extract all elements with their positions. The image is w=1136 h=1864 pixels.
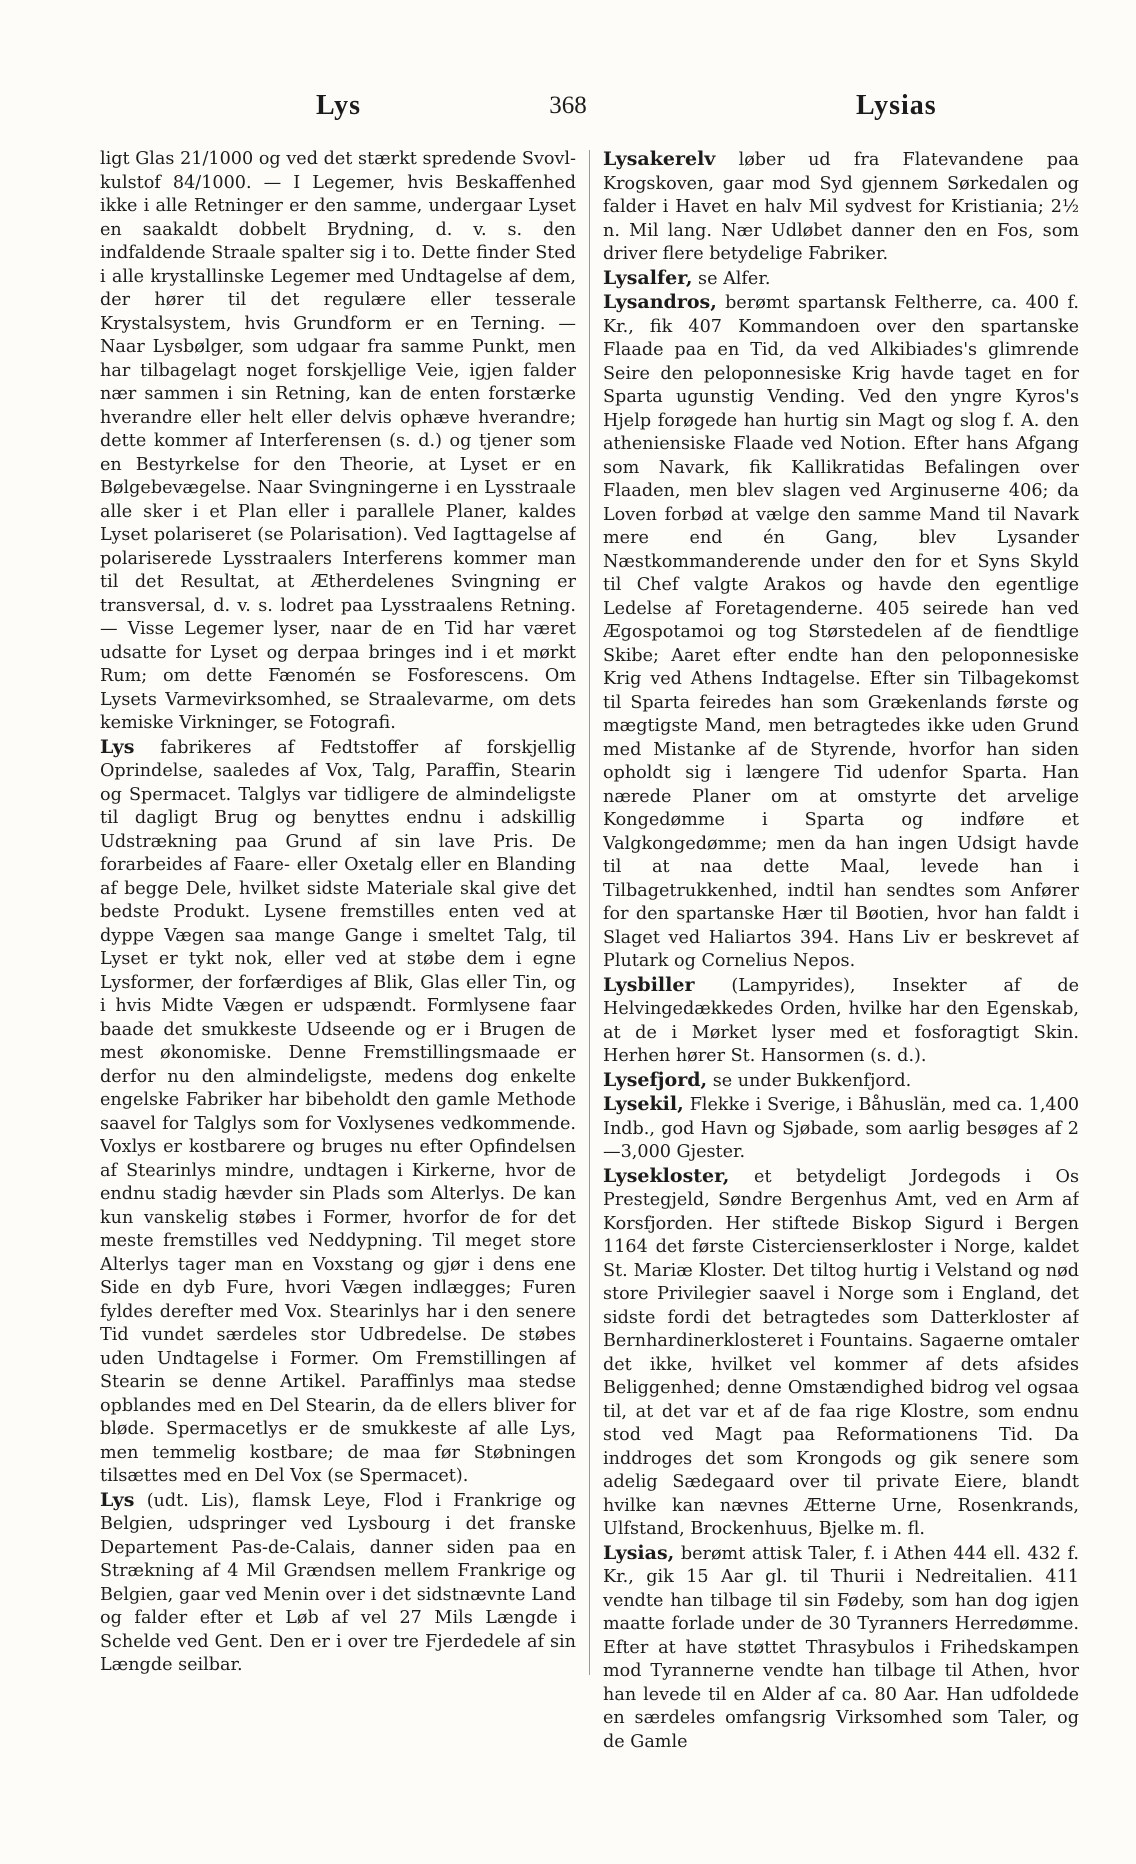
entry-headword: Lysbiller [603, 973, 695, 996]
page-number: 368 [549, 92, 587, 119]
entry [603, 148, 1079, 267]
entry [603, 1069, 1079, 1094]
entry-headword: Lysekloster, [603, 1164, 730, 1187]
entry-text: fabrikeres af Fedtstoffer af forskjellig Oprindelse, saaledes af Vox, Talg, Paraffin, Stearin og Spermacet. Talglys var tidligere de almindeligste til dagligt Brug og benyttes endnu i adskillig Udstrækning paa Grund af sin lave Pris. De forarbeides af Faare- eller Oxetalg eller en Blanding af begge Dele, hvilket sidste Materiale skal give det bedste Produkt. Lysene fremstilles enten ved at dyppe Vægen saa mange Gange i smeltet Talg, til Lyset er tykt nok, eller ved at støbe dem i egne Lysformer, der forfærdiges af Blik, Glas eller Tin, og i hvis Midte Vægen er udspændt. Formlysene faar baade det smukkeste Udseende og er i Brugen de mest økonomiske. Denne Fremstillingsmaade er derfor nu den almindeligste, medens dog enkelte engelske Fabriker har bibeholdt den gamle Methode saavel for Talglys som for Voxlysenes vedkommende. Voxlys er kostbarere og bruges nu efter Opfindelsen af Stearinlys mindre, undtagen i Kirkerne, hvor de endnu stadig hævder sin Plads som Alterlys. De kan kun vanskelig støbes i Former, hvorfor de for det meste fremstilles ved Neddypning. Til meget store Alterlys tager man en Voxstang og gjør i dens ene Side en dyb Fure, hvori Vægen indlægges; Furen fyldes derefter med Vox. Stearinlys har i den senere Tid vundet særdeles stor Udbredelse. De støbes uden Undtagelse i Former. Om Fremstillingen af Stearin se denne Artikel. Paraffinlys maa stedse opblandes med en Del Stearin, da de ellers bliver for bløde. Spermacetlys er de smukkeste af alle Lys, men temmelig kostbare; de maa før Støbningen tilsættes med en Del Vox (se Spermacet). [100, 737, 576, 1486]
entry [603, 1165, 1079, 1542]
entry-text: (Lampyrides), Insekter af de Helvingedækkedes Orden, hvilke har den Egenskab, at de i Mørket lyser med et fosforagtigt Skin. Herhen hører St. Hansormen (s. d.). [603, 975, 1079, 1066]
entry-headword: Lysakerelv [603, 148, 716, 170]
entry-headword: Lys [100, 735, 135, 758]
entry [603, 1093, 1079, 1165]
entry-text: se under Bukkenfjord. [712, 1070, 912, 1091]
entry-headword: Lysekil, [603, 1093, 684, 1115]
right-column [603, 148, 1079, 1838]
entry [100, 736, 576, 1489]
entry-text: løber ud fra Flatevandene paa Krogskoven, gaar mod Syd gjennem Sørkedalen og falder i Havet en halv Mil sydvest for Kristiania; 2½ n. Mil lang. Nær Udløbet danner den en Fos, som driver flere betydelige Fabriker. [603, 150, 1079, 264]
entry-text: berømt spartansk Feltherre, ca. 400 f. Kr., fik 407 Kommandoen over den spartanske Flaade paa en Tid, da ved Alkibiades's glimrende Seire den peloponnesiske Krig havde taget en for Sparta ugunstig Vending. Ved den yngre Kyros's Hjelp forøgede han hurtig sin Magt og slog f. A. den atheniensiske Flaade ved Notion. Efter hans Afgang som Navark, fik Kallikratidas Befalingen over Flaaden, men blev slagen ved Arginuserne 406; da Loven forbød at vælge den samme Mand til Navark mere end én Gang, blev Lysander Næstkommanderende under den for et Syns Skyld til Chef valgte Arakos og havde den egentlige Ledelse af Foretagenderne. 405 seirede han ved Ægospotamoi og tog Størstedelen af de fiendtlige Skibe; Aaret efter endte han den peloponnesiske Krig ved Athens Indtagelse. Efter sin Tilbagekomst til Sparta feiredes han som Grækenlands første og mægtigste Mand, men betragtedes ikke uden Grund med Mistanke af de Styrende, hvorfor han siden opholdt sig i længere Tid udenfor Sparta. Han nærede Planer om at omstyrte det arvelige Kongedømme i Sparta og indføre et Valgkongedømme; men da han ingen Udsigt havde til at naa dette Maal, levede han i Tilbagetrukkenhed, indtil han sendtes som Anfører for den spartanske Hær til Bøotien, hvor han faldt i Slaget ved Haliartos 394. Hans Liv er beskrevet af Plutark og Cornelius Nepos. [603, 293, 1079, 971]
entry-headword: Lysias, [603, 1541, 675, 1564]
entry-text: ligt Glas 21/1000 og ved det stærkt spredende Svovl-kulstof 84/1000. — I Legemer, hvis Beskaffenhed ikke i alle Retninger er den samme, undergaar Lyset en saakaldt dobbelt Brydning, d. v. s. den indfaldende Straale spalter sig i to. Dette finder Sted i alle krystallinske Legemer med Undtagelse af dem, der hører til det regulære eller tesserale Krystalsystem, hvis Grundform er en Terning. — Naar Lysbølger, som udgaar fra samme Punkt, men har tilbagelagt noget forskjellige Veie, igjen falder nær sammen i sin Retning, kan de enten forstærke hverandre eller helt eller delvis ophæve hverandre; dette kommer af Interferensen (s. d.) og tjener som en Bestyrkelse for den Theorie, at Lyset er en Bølgebevægelse. Naar Svingningerne i en Lysstraale alle sker i et Plan eller i parallele Planer, kaldes Lyset polariseret (se Polarisation). Ved Iagttagelse af polariserede Lysstraalers Interferens kommer man til det Resultat, at Ætherdelenes Svingning er transversal, d. v. s. lodret paa Lysstraalens Retning. — Visse Legemer lyser, naar de en Tid har været udsatte for Lyset og derpaa bringes ind i et mørkt Rum; om dette Fænomén se Fosforescens. Om Lysets Varmevirksomhed, se Straalevarme, om dets kemiske Virkninger, se Fotografi. [100, 149, 576, 733]
page-header [100, 90, 1036, 130]
entry-headword: Lys [100, 1488, 135, 1511]
entry [100, 148, 576, 736]
entry-text: se Alfer. [698, 268, 771, 289]
entry-headword: Lysandros, [603, 291, 717, 313]
entry-headword: Lysalfer, [603, 266, 693, 289]
entry-text: Flekke i Sverige, i Båhuslän, med ca. 1,400 Indb., god Havn og Sjøbade, som aarlig besøges af 2—3,000 Gjester. [603, 1095, 1079, 1162]
entry-text: berømt attisk Taler, f. i Athen 444 ell. 432 f. Kr., gik 15 Aar gl. til Thurii i Nedreitalien. 411 vendte han tilbage til sin Fødeby, som han dog igjen maatte forlade under de 30 Tyranners Herredømme. Efter at have støttet Thrasybulos i Frihedskampen mod Tyrannerne vendte han tilbage til Athen, hvor han levede til en Alder af ca. 80 Aar. Han udfoldede en særdeles omfangsrig Virksomhed som Taler, og de Gamle [603, 1543, 1079, 1752]
entry-text: (udt. Lis), flamsk Leye, Flod i Frankrige og Belgien, udspringer ved Lysbourg i det franske Departement Pas-de-Calais, danner siden paa en Strækning af 4 Mil Grændsen mellem Frankrige og Belgien, gaar ved Menin over i det sidstnævnte Land og falder efter et Løb af vel 27 Mils Længde i Schelde ved Gent. Den er i over tre Fjerdedele af sin Længde seilbar. [100, 1490, 576, 1675]
entry [100, 1489, 576, 1678]
entry [603, 291, 1079, 974]
entry-headword: Lysefjord, [603, 1068, 708, 1091]
running-head-right: Lysias [856, 90, 937, 121]
entry [603, 267, 1079, 292]
entry [603, 1542, 1079, 1755]
running-head-left: Lys [316, 90, 362, 121]
entry-text: et betydeligt Jordegods i Os Prestegjeld, Søndre Bergenhus Amt, ved en Arm af Korsfjorden. Her stiftede Biskop Sigurd i Bergen 1164 det første Cistercienserkloster i Norge, kaldet St. Mariæ Kloster. Det tiltog hurtig i Velstand og nød store Privilegier saavel i Norge som i England, det sidste fordi det betragtedes som Datterkloster af Bernhardinerklosteret i Fountains. Sagaerne omtaler det ikke, hvilket vel kommer af dets afsides Beliggenhed; denne Omstændighed bidrog vel ogsaa til, at det var et af de faa rige Klostre, som endnu stod ved Magt paa Reformationens Tid. Da inddroges det som Krongods og gik senere som adelig Sædegaard over til private Eiere, blandt hvilke kan nævnes Ætterne Urne, Rosenkrands, Ulfstand, Brockenhuus, Bjelke m. fl. [603, 1166, 1079, 1539]
entry [603, 974, 1079, 1069]
column-divider [589, 150, 590, 1675]
left-column [100, 148, 576, 1838]
